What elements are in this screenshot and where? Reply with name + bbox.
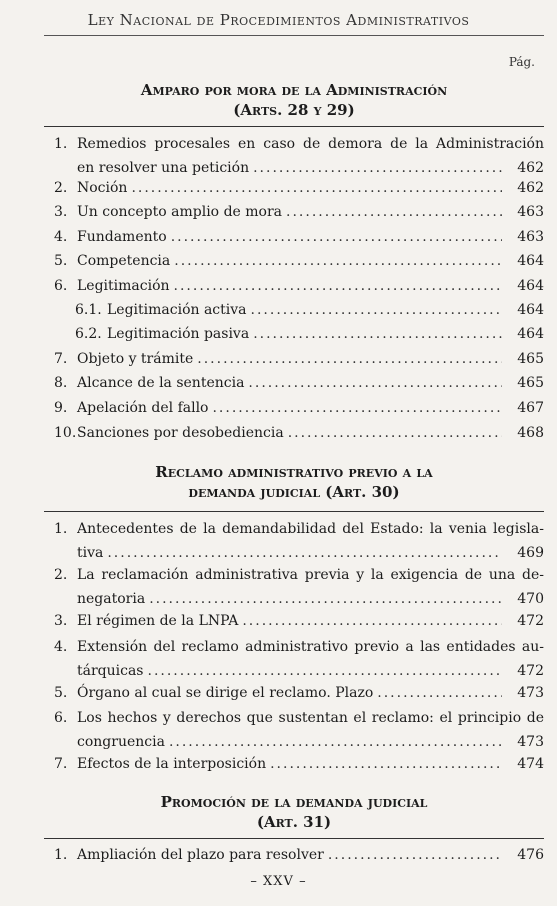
- entry-number: 6.: [54, 278, 68, 294]
- entry-title: Un concepto amplio de mora: [77, 204, 283, 220]
- dot-leader: [251, 298, 502, 322]
- entry-page-number: 463: [517, 229, 544, 245]
- entry-page-number: 465: [517, 375, 544, 391]
- entry-page-number: 464: [517, 326, 544, 342]
- section-title-line: Promoción de la demanda judicial: [160, 793, 428, 811]
- entry-title: tárquicas: [77, 663, 144, 679]
- toc-entry[interactable]: [44, 176, 544, 200]
- entry-number: 10.: [54, 425, 77, 441]
- entry-title: Sanciones por desobediencia: [77, 425, 284, 441]
- toc-entry[interactable]: [44, 225, 544, 249]
- entry-title: Objeto y trámite: [77, 351, 194, 367]
- section-title-articles: (Arts. 28 y 29): [233, 101, 355, 119]
- entry-page-number: 464: [517, 278, 544, 294]
- entry-number: 8.: [54, 375, 68, 391]
- entry-number: 3.: [54, 613, 68, 629]
- entry-number: 9.: [54, 400, 68, 416]
- entry-number: 5.: [54, 253, 68, 269]
- entry-page-number: 472: [517, 663, 544, 679]
- section-title: [44, 792, 544, 832]
- entry-page-number: 469: [517, 545, 544, 561]
- entry-page-number: 473: [517, 734, 544, 750]
- toc-entry[interactable]: [44, 563, 544, 611]
- dot-leader: [171, 225, 502, 249]
- entry-number: 7.: [54, 756, 68, 772]
- toc-entry[interactable]: [44, 200, 544, 224]
- entry-title: Noción: [77, 180, 128, 196]
- entry-title: Legitimación: [77, 278, 170, 294]
- toc-entry[interactable]: [44, 635, 544, 683]
- entry-title: Ampliación del plazo para resolver: [77, 847, 324, 863]
- page-column-label: Pág.: [508, 55, 535, 69]
- entry-title: congruencia: [77, 734, 165, 750]
- entry-page-number: 462: [517, 180, 544, 196]
- entry-title: Legitimación pasiva: [107, 326, 250, 342]
- dot-leader: [248, 371, 502, 395]
- entry-number: 6.1.: [75, 302, 102, 318]
- section-title-line: Reclamo administrativo previo a la: [155, 463, 433, 481]
- entry-number: 6.2.: [75, 326, 102, 342]
- entry-text-line: Antecedentes de la demandabilidad del Estado: la venia legisla-: [77, 521, 544, 537]
- header-rule: [44, 35, 544, 36]
- section-rule: [44, 511, 544, 512]
- entry-title: negatoria: [77, 591, 146, 607]
- dot-leader: [328, 843, 502, 867]
- dot-leader: [242, 609, 502, 633]
- entry-title: Competencia: [77, 253, 171, 269]
- section-title: [44, 462, 544, 502]
- entry-page-number: 473: [517, 685, 544, 701]
- dot-leader: [377, 681, 502, 705]
- toc-entry[interactable]: [44, 706, 544, 754]
- toc-entry[interactable]: [44, 681, 544, 705]
- dot-leader: [197, 347, 502, 371]
- entry-number: 7.: [54, 351, 68, 367]
- section-rule: [44, 126, 544, 127]
- entry-number: 1.: [54, 136, 68, 152]
- dot-leader: [169, 730, 502, 754]
- entry-title: Efectos de la interposición: [77, 756, 267, 772]
- entry-page-number: 470: [517, 591, 544, 607]
- section-rule: [44, 838, 544, 839]
- toc-entry[interactable]: [44, 517, 544, 565]
- entry-page-number: 474: [517, 756, 544, 772]
- entry-title: Alcance de la sentencia: [77, 375, 245, 391]
- toc-entry[interactable]: [44, 249, 544, 273]
- entry-number: 5.: [54, 685, 68, 701]
- toc-entry[interactable]: [44, 396, 544, 420]
- entry-text-line: La reclamación administrativa previa y la exigencia de una de-: [77, 567, 544, 583]
- entry-page-number: 463: [517, 204, 544, 220]
- toc-entry[interactable]: [44, 843, 544, 867]
- dot-leader: [149, 587, 502, 611]
- entry-page-number: 462: [517, 160, 544, 176]
- entry-title: Legitimación activa: [107, 302, 247, 318]
- entry-number: 6.: [54, 710, 68, 726]
- entry-page-number: 465: [517, 351, 544, 367]
- running-head: Ley Nacional de Procedimientos Administrativos: [87, 11, 470, 29]
- dot-leader: [212, 396, 502, 420]
- entry-text-line: Los hechos y derechos que sustentan el reclamo: el principio de: [77, 710, 544, 726]
- toc-entry[interactable]: [44, 347, 544, 371]
- entry-number: 4.: [54, 229, 68, 245]
- dot-leader: [148, 659, 503, 683]
- dot-leader: [107, 541, 502, 565]
- entry-page-number: 464: [517, 302, 544, 318]
- entry-number: 4.: [54, 639, 68, 655]
- entry-number: 2.: [54, 567, 68, 583]
- toc-entry[interactable]: [44, 298, 544, 322]
- entry-title: Órgano al cual se dirige el reclamo. Plazo: [77, 685, 374, 701]
- entry-number: 2.: [54, 180, 68, 196]
- dot-leader: [253, 322, 502, 346]
- toc-entry[interactable]: [44, 132, 544, 180]
- dot-leader: [174, 249, 502, 273]
- entry-page-number: 467: [517, 400, 544, 416]
- entry-title: Apelación del fallo: [77, 400, 209, 416]
- toc-entry[interactable]: [44, 322, 544, 346]
- dot-leader: [286, 200, 502, 224]
- entry-title: El régimen de la LNPA: [77, 613, 239, 629]
- dot-leader: [174, 274, 502, 298]
- dot-leader: [270, 752, 502, 776]
- entry-number: 1.: [54, 847, 68, 863]
- entry-number: 1.: [54, 521, 68, 537]
- toc-entry[interactable]: [44, 752, 544, 776]
- entry-text-line: Extensión del reclamo administrativo previo a las entidades au-: [77, 639, 544, 655]
- entry-title: tiva: [77, 545, 104, 561]
- section-title: [44, 80, 544, 120]
- entry-page-number: 464: [517, 253, 544, 269]
- entry-page-number: 476: [517, 847, 544, 863]
- section-title-articles: (Art. 31): [256, 813, 332, 831]
- entry-page-number: 472: [517, 613, 544, 629]
- entry-number: 3.: [54, 204, 68, 220]
- entry-page-number: 468: [517, 425, 544, 441]
- toc-entry[interactable]: [44, 274, 544, 298]
- entry-title: en resolver una petición: [77, 160, 250, 176]
- page-folio: – XXV –: [250, 874, 307, 889]
- entry-title: Fundamento: [77, 229, 167, 245]
- section-title-articles: demanda judicial (Art. 30): [188, 483, 400, 501]
- toc-entry[interactable]: [44, 609, 544, 633]
- toc-entry[interactable]: [44, 421, 544, 445]
- dot-leader: [288, 421, 502, 445]
- dot-leader: [131, 176, 502, 200]
- section-title-line: Amparo por mora de la Administración: [140, 81, 448, 99]
- entry-text-line: Remedios procesales en caso de demora de la Administración: [77, 136, 544, 152]
- toc-entry[interactable]: [44, 371, 544, 395]
